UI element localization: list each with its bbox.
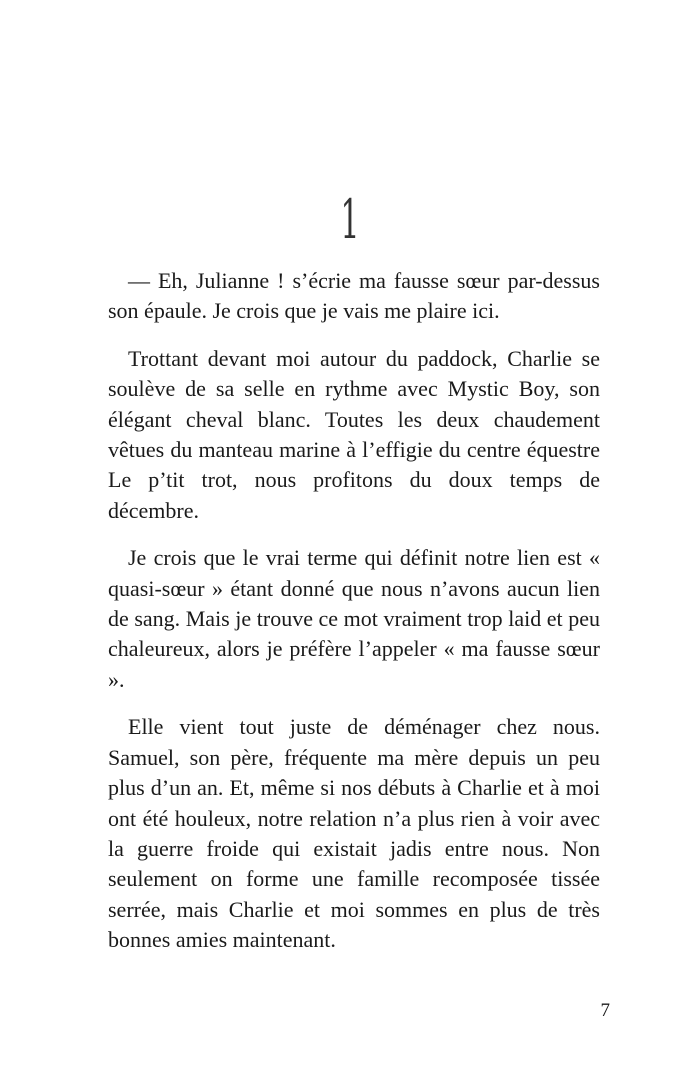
paragraph-3: Je crois que le vrai terme qui définit notre lien est « quasi-sœur » étant donné que nous n’avons aucun lien de sang. Mais je trouve ce mot vraiment trop laid et peu chaleureux, alors je préfère l’appeler « ma fausse sœur ». — [108, 545, 600, 692]
page-number: 7 — [600, 1000, 610, 1021]
paragraph-1: — Eh, Julianne ! s’écrie ma fausse sœur par-dessus son épaule. Je crois que je vais me plaire ici. — [108, 268, 600, 324]
paragraph-2: Trottant devant moi autour du paddock, Charlie se soulève de sa selle en rythme avec Mystic Boy, son élégant cheval blanc. Toutes les deux chaudement vêtues du manteau marine à l’effigie du centre équestre Le p’tit trot, nous profitons du doux temps de décembre. — [108, 345, 600, 523]
chapter-number: 1 — [340, 188, 360, 251]
paragraph-4: Elle vient tout juste de déménager chez nous. Samuel, son père, fréquente ma mère depuis un peu plus d’un an. Et, même si nos débuts à Charlie et à moi ont été houleux, notre relation n’a plus rien à voir avec la guerre froide qui existait jadis entre nous. Non seulement on forme une famille recomposée tissée serrée, mais Charlie et moi sommes en plus de très bonnes amies maintenant. — [108, 714, 600, 953]
chapter-body — [108, 266, 600, 973]
